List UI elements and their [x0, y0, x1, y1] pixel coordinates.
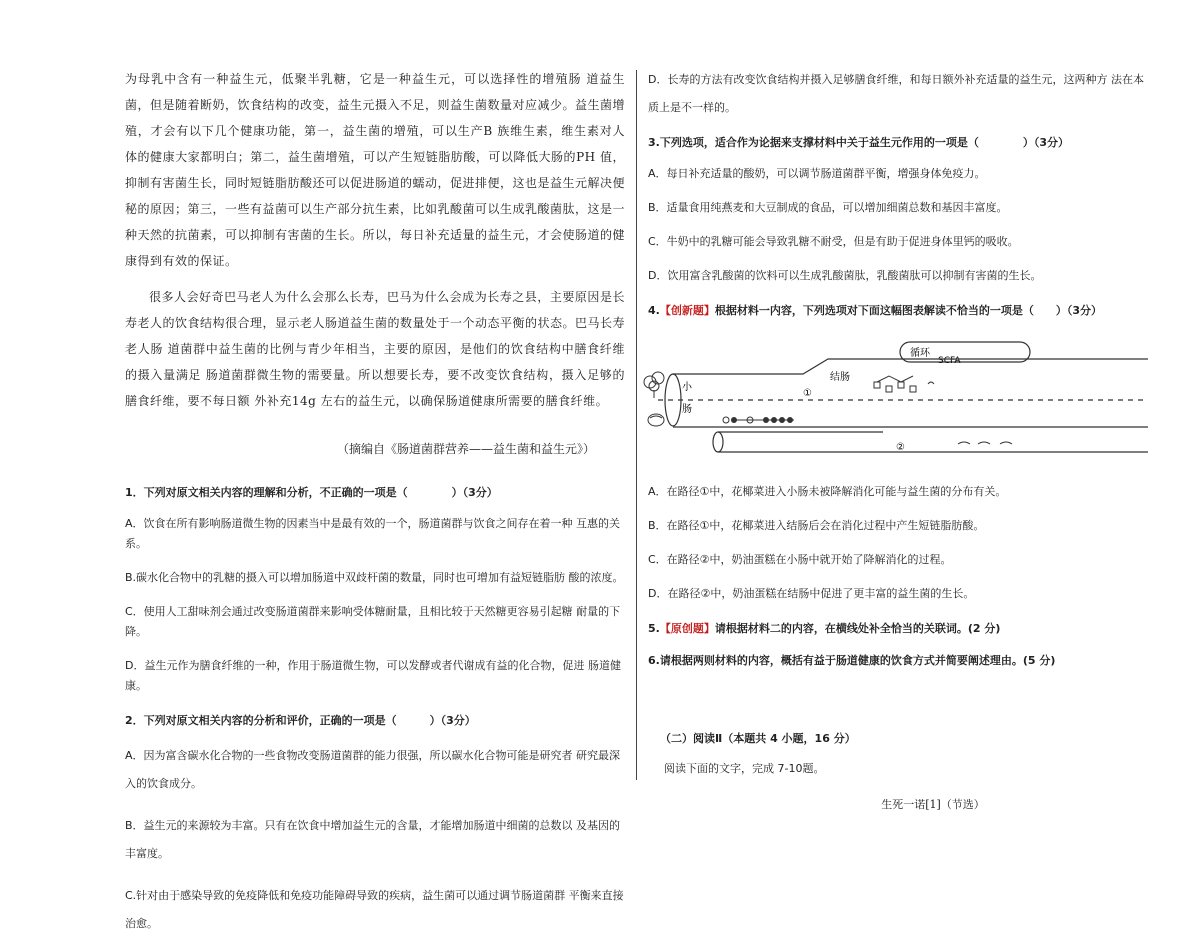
q4-tag: 【创新题】	[659, 304, 715, 317]
circulation-label: 循环	[910, 348, 930, 359]
left-column	[125, 66, 625, 952]
q2-option-c: C.针对由于感染导致的免疫降低和免疫功能障碍导致的疾病，益生菌可以通过调节肠道菌群 平衡来直接治愈。	[125, 889, 624, 930]
q1-option-c: C．使用人工甜味剂会通过改变肠道菌群来影响受体糖耐量，且相比较于天然糖更容易引起糖 耐量的下降。	[125, 605, 621, 638]
q2-option-a: A．因为富含碳水化合物的一些食物改变肠道菌群的能力很强，所以碳水化合物可能是研究者 研究最深入的饮食成分。	[125, 749, 621, 790]
question-2: 2．下列对原文相关内容的分析和评价，正确的一项是（ ）（3分）	[125, 714, 476, 727]
scfa-label: SCFA	[938, 356, 961, 366]
q3-option-d: D．饮用富含乳酸菌的饮料可以生成乳酸菌肽，乳酸菌肽可以抑制有害菌的生长。	[648, 269, 1042, 282]
cake-icon	[648, 414, 664, 426]
intestine-upper-wall	[673, 359, 1148, 374]
question-5	[648, 618, 1148, 640]
path2-opening	[713, 432, 723, 452]
q4-option-c: C．在路径②中，奶油蛋糕在小肠中就开始了降解消化的过程。	[648, 553, 952, 566]
q5-number: 5.	[648, 622, 660, 635]
q4-option-a: A．在路径①中，花椰菜进入小肠未被降解消化可能与益生菌的分布有关。	[648, 485, 1007, 498]
passage-paragraph-2: 很多人会好奇巴马老人为什么会那么长寿，巴马为什么会成为长寿之县，主要原因是长寿老人的饮食结构很合理，显示老人肠道益生菌的数量处于一个动态平衡的状态。巴马长寿老人肠 道菌群中益生菌的比例与青少年相当，主要的原因，是他们的饮食结构中膳食纤维的摄入量满足 肠道菌群微生物的需要量。所以想要长寿，要不改变饮食结构，摄入足够的膳食纤维，要不每日额 外补充14g 左右的益生元，以确保肠道健康所需要的膳食纤维。	[125, 290, 626, 408]
question-6: 6.请根据两则材料的内容，概括有益于肠道健康的饮食方式并简要阐述理由。(5 分)	[648, 654, 1056, 667]
q3-option-a: A．每日补充适量的酸奶，可以调节肠道菌群平衡，增强身体免疫力。	[648, 167, 986, 180]
question-1: 1．下列对原文相关内容的理解和分析，不正确的一项是（ ）（3分）	[125, 486, 498, 499]
q4-option-b: B．在路径①中，花椰菜进入结肠后会在消化过程中产生短链脂肪酸。	[648, 519, 985, 532]
digestion-diagram	[638, 332, 1148, 472]
path-2-marker: ②	[896, 442, 905, 453]
q3-option-b: B．适量食用纯燕麦和大豆制成的食品，可以增加细菌总数和基因丰富度。	[648, 201, 1008, 214]
q2-option-d: D．长寿的方法有改变饮食结构并摄入足够膳食纤维，和每日额外补充适量的益生元，这两种方 法在本质上是不一样的。	[648, 73, 1144, 114]
q4-option-d: D．在路径②中，奶油蛋糕在结肠中促进了更丰富的益生菌的生长。	[648, 587, 975, 600]
broccoli-icon	[644, 372, 664, 398]
small-intestine-label-2: 肠	[682, 404, 692, 415]
reading-instruction: 阅读下面的文字，完成 7-10题。	[664, 762, 825, 775]
section-heading: （二）阅读Ⅱ（本题共 4 小题，16 分）	[660, 732, 856, 745]
q1-option-a: A．饮食在所有影响肠道微生物的因素当中是最有效的一个，肠道菌群与饮食之间存在着一种 互惠的关系。	[125, 517, 621, 550]
q4-text: 根据材料一内容，下列选项对下面这幅图表解读不恰当的一项是（ ）（3分）	[714, 304, 1102, 317]
colon-label: 结肠	[830, 372, 850, 383]
bacteria-cluster-small-intestine	[723, 417, 794, 423]
q5-text: 请根据材料二的内容，在横线处补全恰当的关联词。(2 分)	[714, 622, 1001, 635]
question-3: 3.下列选项，适合作为论据来支撑材料中关于益生元作用的一项是（ ）（3分）	[648, 136, 1069, 149]
q3-option-c: C．牛奶中的乳糖可能会导致乳糖不耐受，但是有助于促进身体里钙的吸收。	[648, 235, 1019, 248]
article-title: 生死一诺[1]（节选）	[881, 798, 985, 811]
q1-option-d: D．益生元作为膳食纤维的一种，作用于肠道微生物，可以发酵或者代谢成有益的化合物，促进 肠道健康。	[125, 659, 621, 692]
digestion-diagram-svg	[638, 332, 1148, 472]
question-4	[648, 300, 1148, 322]
colon-fiber-squiggles	[958, 442, 1012, 444]
bacteria-cluster-colon	[874, 376, 934, 392]
q2-option-b: B．益生元的来源较为丰富。只有在饮食中增加益生元的含量，才能增加肠道中细菌的总数以 及基因的丰富度。	[125, 819, 621, 860]
column-divider	[636, 70, 637, 780]
small-intestine-label-1: 小	[682, 382, 692, 393]
q1-option-b: B.碳水化合物中的乳糖的摄入可以增加肠道中双歧杆菌的数量，同时也可增加有益短链脂肪 酸的浓度。	[125, 571, 624, 584]
path2-tube	[718, 432, 1148, 452]
source-citation: （摘编自《肠道菌群营养——益生菌和益生元》）	[336, 442, 595, 456]
q5-tag: 【原创题】	[659, 622, 715, 635]
right-column	[648, 66, 1148, 812]
path-1-marker: ①	[803, 388, 812, 399]
q4-number: 4.	[648, 304, 660, 317]
passage-paragraph-1: 为母乳中含有一种益生元，低聚半乳糖，它是一种益生元，可以选择性的增殖肠 道益生菌，但是随着断奶，饮食结构的改变，益生元摄入不足，则益生菌数量对应减少。益生菌增殖，才会有以下几个健康功能，第一，益生菌的增殖，可以生产B 族维生素，维生素对人体的健康大家都明白；第二，益生菌增殖，可以产生短链脂肪酸，可以降低大肠的PH 值，抑制有害菌生长，同时短链脂肪酸还可以促进肠道的蠕动，促进排便，这也是益生元解决便秘的原因；第三，一些有益菌可以生产部分抗生素，比如乳酸菌可以生成乳酸菌肽，这是一种天然的抗菌素，可以抑制有害菌的生长。所以，每日补充适量的益生元，才会使肠道的健康得到有效的保证。	[125, 72, 626, 268]
